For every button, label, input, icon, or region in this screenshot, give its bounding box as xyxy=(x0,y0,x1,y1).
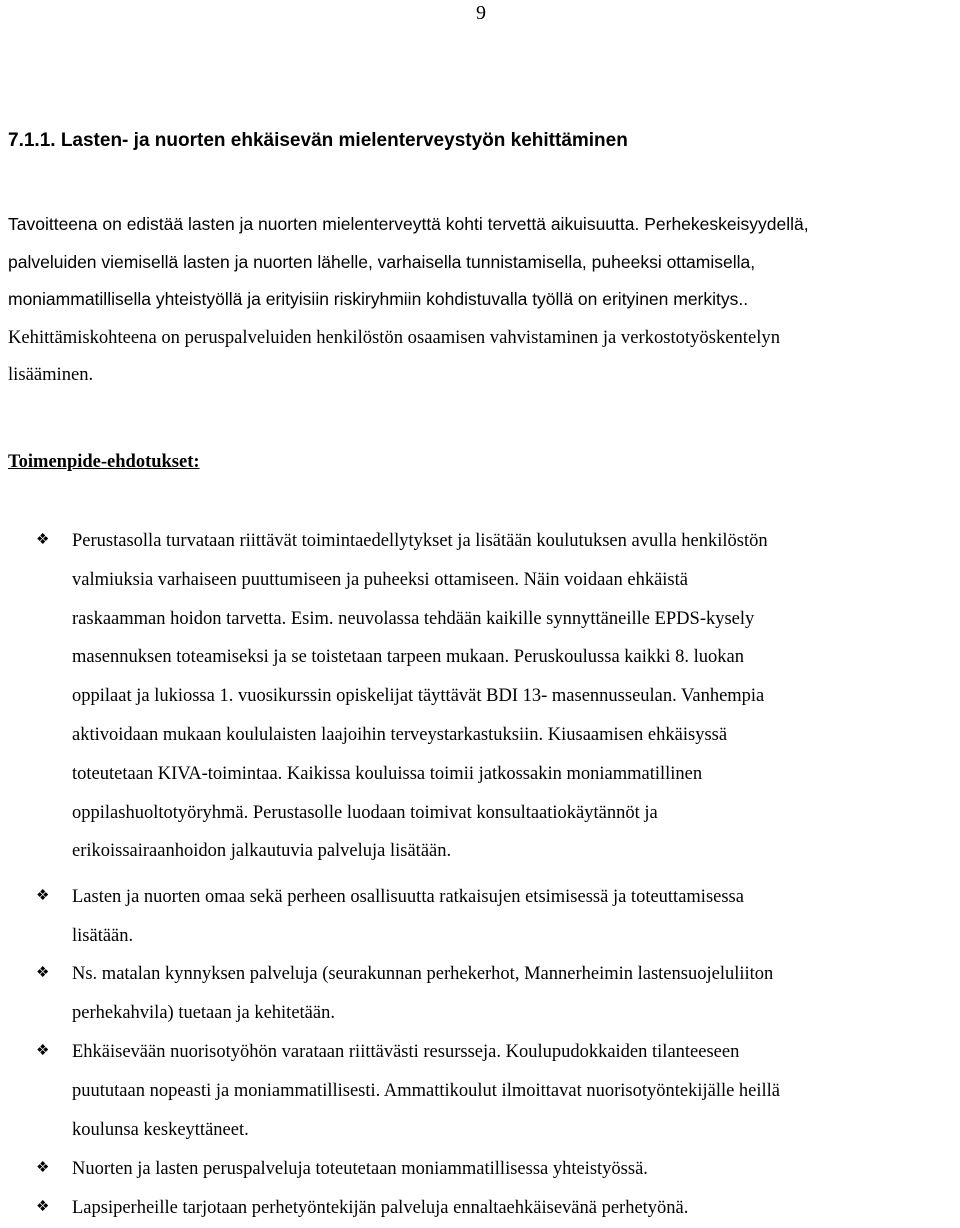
item-line: perhekahvila) tuetaan ja kehitetään. xyxy=(72,1002,335,1023)
diamond-bullet-icon: ❖ xyxy=(36,888,50,904)
actions-title: Toimenpide-ehdotukset: xyxy=(8,452,200,472)
diamond-bullet-icon: ❖ xyxy=(36,1160,50,1176)
list-item xyxy=(72,1189,952,1228)
item-line: aktivoidaan mukaan koululaisten laajoihin terveystarkastuksiin. Kiusaamisen ehkäisyssä xyxy=(72,724,728,745)
item-line: toteutetaan KIVA-toimintaa. Kaikissa kouluissa toimii jatkossakin moniammatillinen xyxy=(72,763,703,784)
item-line: Perustasolla turvataan riittävät toimintaedellytykset ja lisätään koulutuksen avulla henkilöstön xyxy=(72,531,768,551)
list-item xyxy=(72,522,952,871)
item-line: Lapsiperheille tarjotaan perhetyöntekijän palveluja ennaltaehkäisevänä perhetyönä. xyxy=(72,1198,689,1218)
intro-line: palveluiden viemisellä lasten ja nuorten lähelle, varhaisella tunnistamisella, puheeksi ottamisella, xyxy=(8,251,756,272)
intro-paragraph xyxy=(8,206,958,394)
page-number: 9 xyxy=(476,2,486,24)
diamond-bullet-icon: ❖ xyxy=(36,1043,50,1059)
section-heading: 7.1.1. Lasten- ja nuorten ehkäisevän mielenterveystyön kehittäminen xyxy=(8,130,628,151)
diamond-bullet-icon: ❖ xyxy=(36,1199,50,1215)
list-item xyxy=(72,955,952,1033)
item-line: erikoissairaanhoidon jalkautuvia palveluja lisätään. xyxy=(72,841,452,862)
diamond-bullet-icon: ❖ xyxy=(36,965,50,981)
intro-line: lisääminen. xyxy=(8,364,94,385)
item-line: oppilashuoltotyöryhmä. Perustasolle luodaan toimivat konsultaatiokäytännöt ja xyxy=(72,802,658,823)
item-line: oppilaat ja lukiossa 1. vuosikurssin opiskelijat täyttävät BDI 13- masennusseulan. Vanhempia xyxy=(72,686,765,707)
item-line: valmiuksia varhaiseen puuttumiseen ja puheeksi ottamiseen. Näin voidaan ehkäistä xyxy=(72,569,688,590)
list-item xyxy=(72,1033,952,1149)
item-line: masennuksen toteamiseksi ja se toistetaan tarpeen mukaan. Peruskoulussa kaikki 8. luokan xyxy=(72,647,745,668)
item-line: Ehkäisevään nuorisotyöhön varataan riittävästi resursseja. Koulupudokkaiden tilanteeseen xyxy=(72,1042,740,1062)
intro-line: Tavoitteena on edistää lasten ja nuorten mielenterveyttä kohti tervettä aikuisuutta. Perhekeskeisyydellä, xyxy=(8,214,809,234)
intro-line: Kehittämiskohteena on peruspalveluiden henkilöstön osaamisen vahvistaminen ja verkostotyöskentelyn xyxy=(8,326,780,348)
item-line: raskaamman hoidon tarvetta. Esim. neuvolassa tehdään kaikille synnyttäneille EPDS-kysely xyxy=(72,608,755,629)
intro-line: moniammatillisella yhteistyöllä ja erityisiin riskiryhmiin kohdistuvalla työllä on erityinen merkitys.. xyxy=(8,289,749,309)
item-line: Nuorten ja lasten peruspalveluja toteutetaan moniammatillisessa yhteistyössä. xyxy=(72,1159,648,1179)
item-line: Lasten ja nuorten omaa sekä perheen osallisuutta ratkaisujen etsimisessä ja toteuttamisessa xyxy=(72,887,744,907)
item-line: Ns. matalan kynnyksen palveluja (seurakunnan perhekerhot, Mannerheimin lastensuojeluliiton xyxy=(72,964,774,984)
list-item xyxy=(72,878,952,956)
list-item xyxy=(72,1150,952,1189)
item-line: puututaan nopeasti ja moniammatillisesti. Ammattikoulut ilmoittavat nuorisotyöntekijälle heillä xyxy=(72,1080,781,1101)
item-line: lisätään. xyxy=(72,925,134,946)
item-line: koulunsa keskeyttäneet. xyxy=(72,1119,249,1140)
diamond-bullet-icon: ❖ xyxy=(36,532,50,548)
